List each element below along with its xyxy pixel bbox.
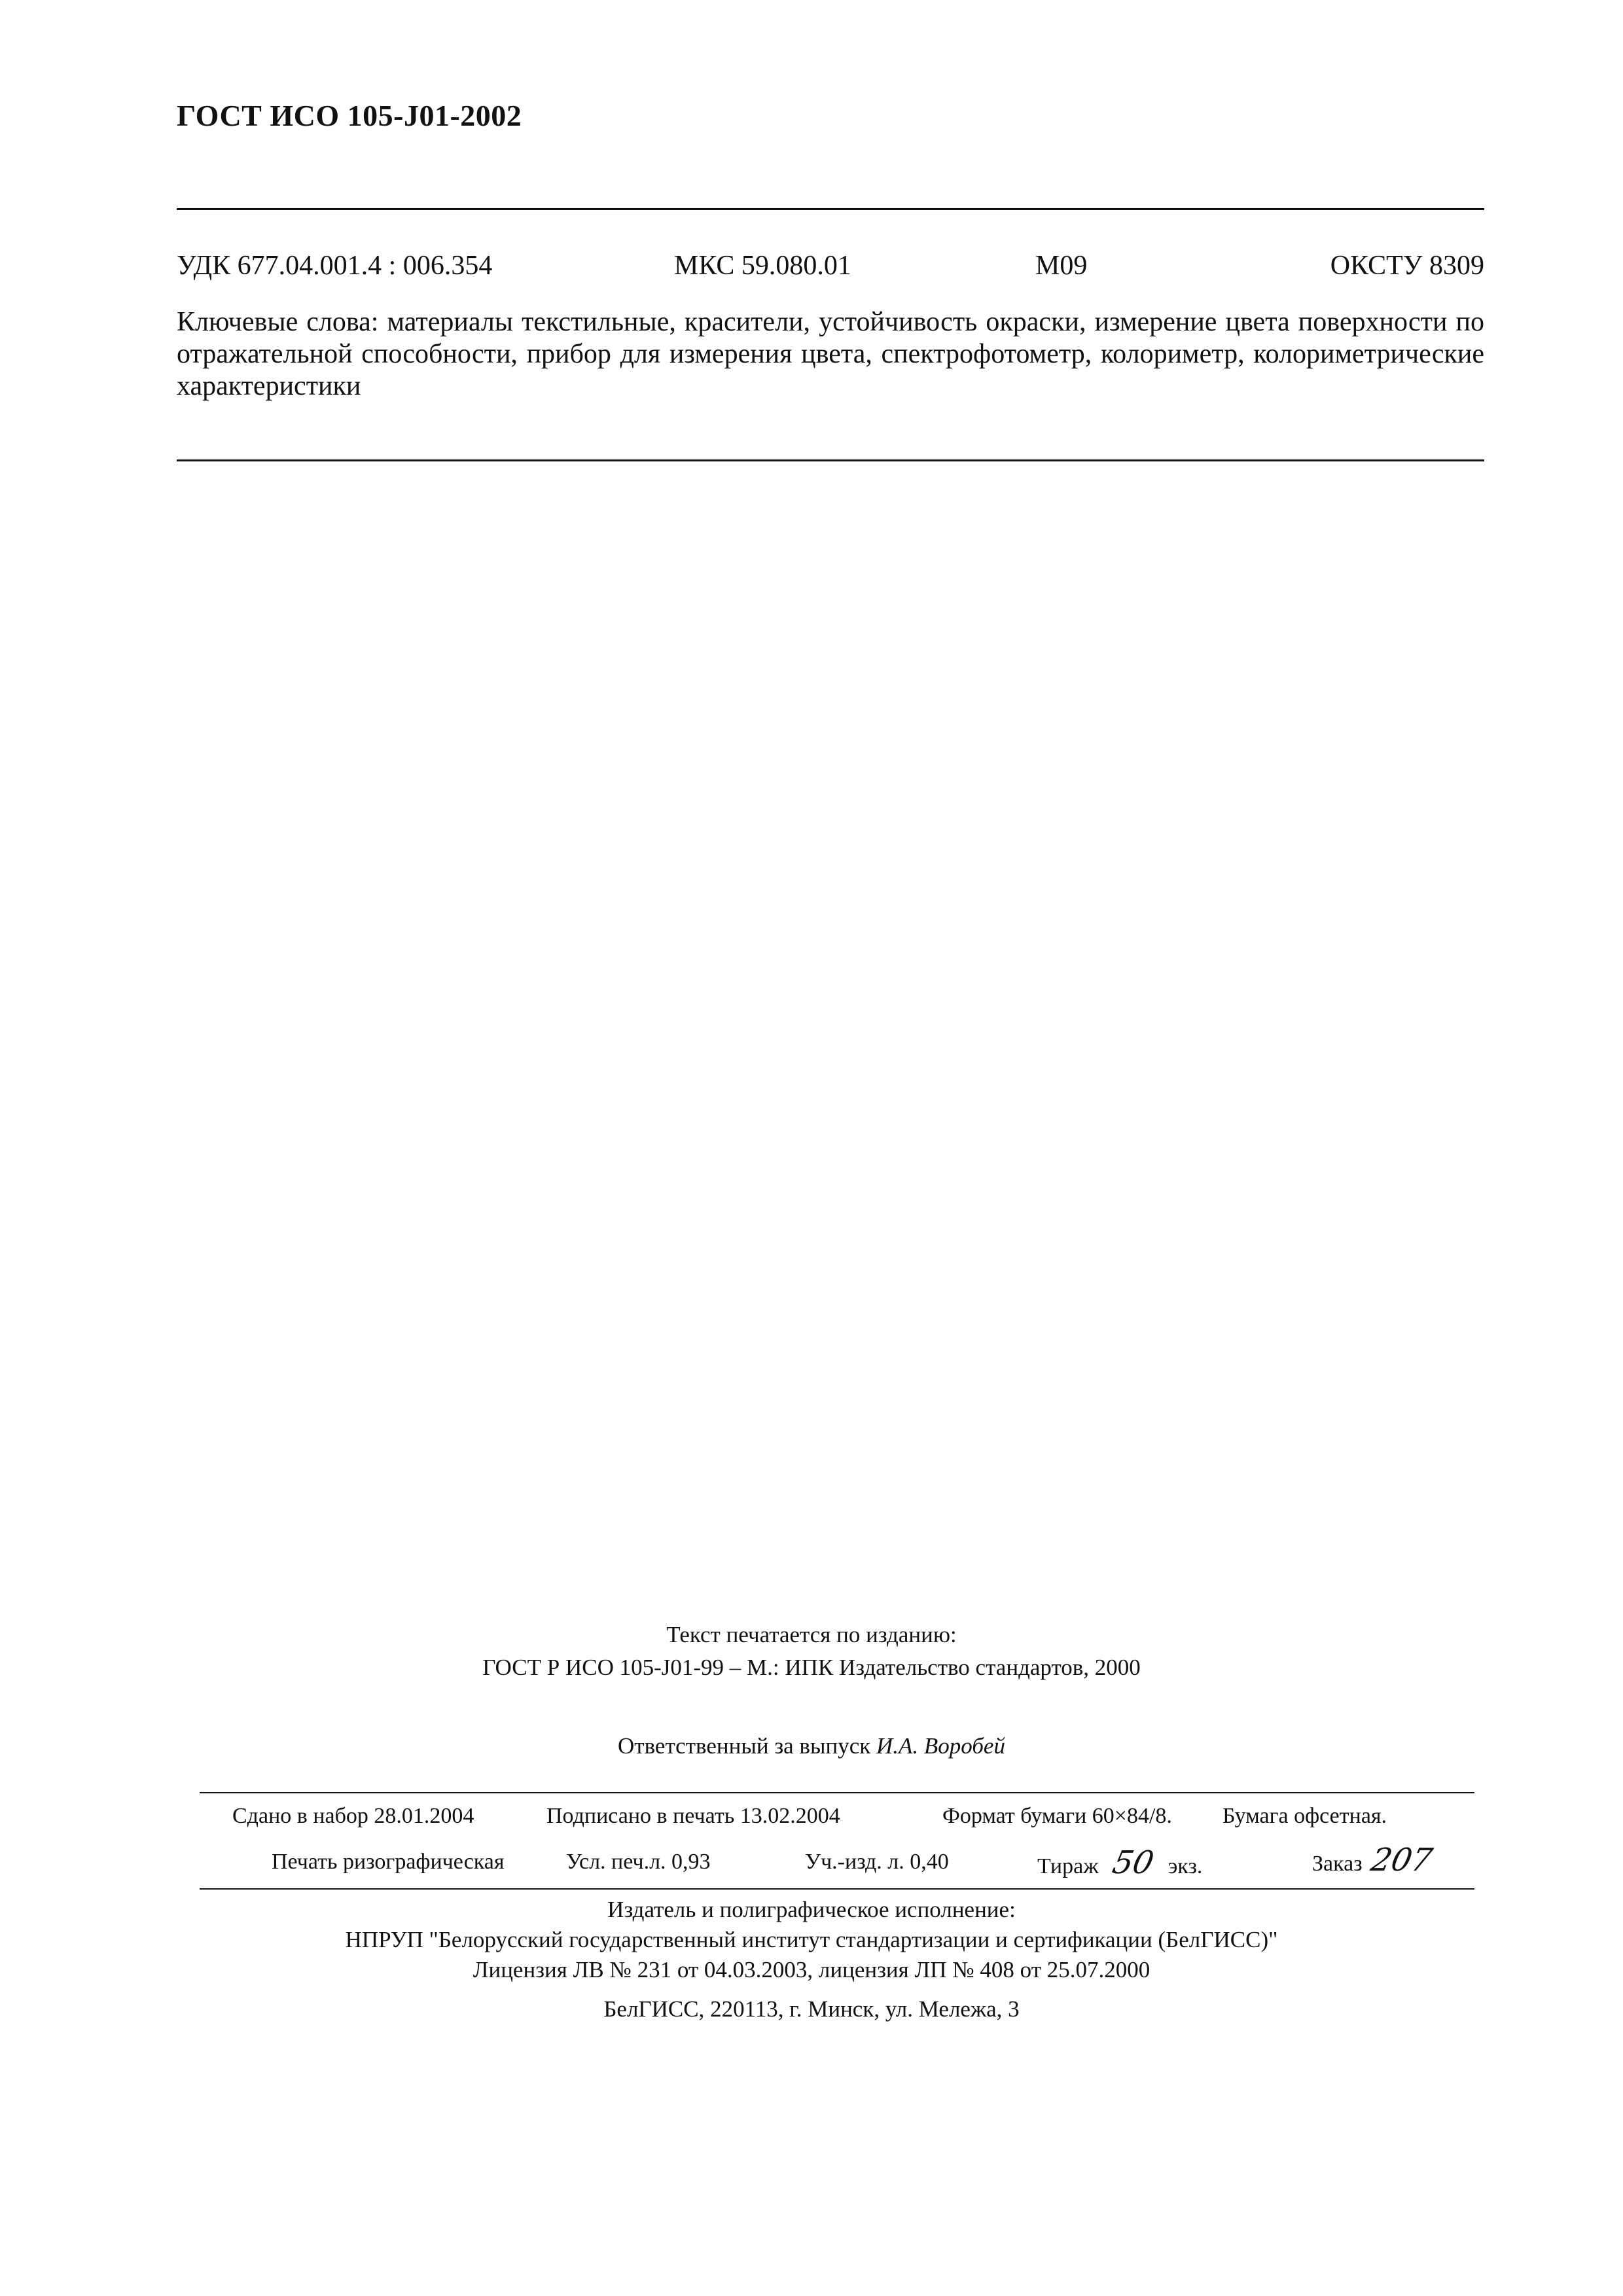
paper-type: Бумага офсетная. <box>1222 1804 1387 1828</box>
imprint-top-divider <box>200 1792 1474 1793</box>
okstu-code: ОКСТУ 8309 <box>1330 251 1484 281</box>
print-run <box>1037 1844 1202 1881</box>
publisher-address: БелГИСС, 220113, г. Минск, ул. Мележа, 3 <box>603 1996 1020 2022</box>
responsible-name: И.А. Воробей <box>876 1733 1005 1759</box>
udk-code: УДК 677.04.001.4 : 006.354 <box>177 251 493 281</box>
category-code: М09 <box>1035 251 1088 281</box>
paper-format: Формат бумаги 60×84/8. <box>942 1804 1172 1828</box>
mks-code: МКС 59.080.01 <box>674 251 851 281</box>
order-handwritten: 207 <box>1368 1842 1436 1878</box>
print-method: Печать ризографическая <box>272 1850 505 1874</box>
publisher-sheets: Уч.-изд. л. 0,40 <box>805 1850 949 1874</box>
imprint-bottom-divider <box>200 1888 1474 1890</box>
print-run-handwritten: 50 <box>1109 1844 1158 1881</box>
print-run-label: Тираж <box>1037 1854 1099 1878</box>
publisher-license: Лицензия ЛВ № 231 от 04.03.2003, лицензия ЛП № 408 от 25.07.2000 <box>473 1957 1150 1982</box>
source-edition: ГОСТ Р ИСО 105-J01-99 – М.: ИПК Издательство стандартов, 2000 <box>482 1655 1141 1680</box>
printed-sheets: Усл. печ.л. 0,93 <box>566 1850 711 1874</box>
signed-date: Подписано в печать 13.02.2004 <box>546 1804 840 1828</box>
classification-row <box>177 250 1484 289</box>
top-divider <box>177 208 1484 210</box>
publisher-intro: Издатель и полиграфическое исполнение: <box>607 1897 1016 1922</box>
keywords-divider <box>177 459 1484 461</box>
order-number <box>1312 1842 1436 1878</box>
keywords-paragraph: Ключевые слова: материалы текстильные, красители, устойчивость окраски, измерение цвета поверхности по отражательной способности, прибор для измерения цвета, спектрофотометр, колориметр, колориметрические характеристики <box>177 307 1484 401</box>
document-code: ГОСТ ИСО 105-J01-2002 <box>177 99 522 132</box>
print-run-unit: экз. <box>1168 1854 1203 1878</box>
source-intro: Текст печатается по изданию: <box>666 1622 957 1647</box>
publisher-name: НПРУП "Белорусский государственный институт стандартизации и сертификации (БелГИСС)" <box>345 1927 1278 1952</box>
responsible-line <box>0 1733 1623 1759</box>
typeset-date: Сдано в набор 28.01.2004 <box>232 1804 474 1828</box>
order-label: Заказ <box>1312 1852 1363 1876</box>
responsible-label: Ответственный за выпуск <box>618 1733 871 1759</box>
